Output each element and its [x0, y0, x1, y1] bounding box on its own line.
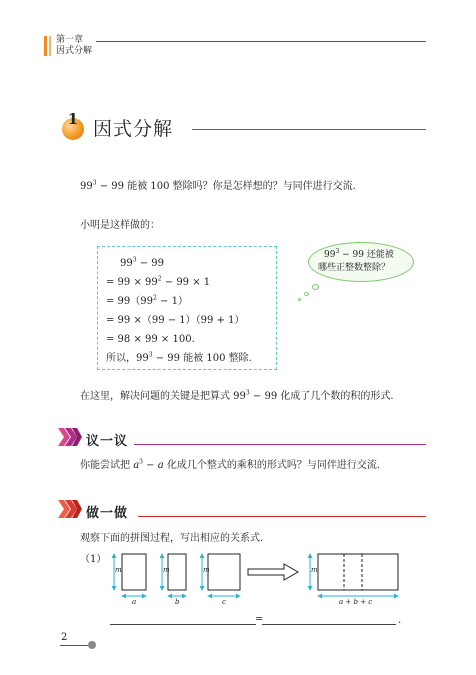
- intro-question: $99^3 - 99$ 能被 100 整除吗？你是怎样想的？与同伴进行交流.: [80, 179, 356, 192]
- discuss-text: 你能尝试把 $a^3 - a$ 化成几个整式的乘积的形式吗？与同伴进行交流.: [80, 458, 381, 471]
- answer-blank-left[interactable]: [110, 624, 256, 625]
- footer-dot-icon: [88, 641, 96, 649]
- thought-bubble-dot: [298, 298, 301, 301]
- chapter-title: 因式分解: [56, 46, 93, 56]
- label-m: m: [163, 566, 170, 574]
- chevron-icon: [58, 428, 82, 446]
- label-sum: a + b + c: [339, 598, 373, 606]
- section-number: 1: [67, 110, 79, 128]
- work-line-5: = 98 × 99 × 100.: [106, 334, 195, 345]
- rect-a: [122, 554, 146, 590]
- work-line-4: = 99 ×（99 − 1）（99 + 1）: [106, 315, 245, 326]
- footer-rule: [60, 645, 88, 646]
- conclusion-text: 在这里，解决问题的关键是把算式 $99^3 - 99$ 化成了几个数的积的形式.: [80, 389, 394, 402]
- label-m: m: [311, 566, 318, 574]
- label-c: c: [222, 598, 226, 606]
- doit-label: 做一做: [86, 506, 129, 521]
- rect-b: [168, 554, 186, 590]
- label-m: m: [203, 566, 210, 574]
- item-number: （1）: [80, 554, 107, 565]
- work-line-6: 所以，$99^3 - 99$ 能被 100 整除.: [106, 351, 252, 364]
- header-accent-bar: [44, 36, 47, 56]
- work-line-1: $99^3 - 99$: [120, 256, 165, 269]
- thought-bubble-dot: [304, 292, 309, 296]
- doit-rule: [138, 516, 426, 517]
- chapter-number: 第一章: [56, 35, 84, 45]
- thought-line-2: 哪些正整数整除？: [318, 263, 391, 273]
- work-line-3: = $99(99^2 - 1)$: [106, 294, 188, 307]
- xiaoming-text: 小明是这样做的：: [80, 220, 160, 231]
- thought-bubble-dot: [312, 284, 319, 290]
- doit-instruction: 观察下面的拼图过程，写出相应的关系式.: [80, 533, 264, 544]
- equals-sign: =: [255, 614, 264, 625]
- discuss-label: 议一议: [86, 434, 129, 449]
- work-line-2: = $99 \times 99^2 - 99 \times 1$: [106, 275, 211, 288]
- header-accent-bar-light: [49, 36, 51, 56]
- header-rule: [96, 41, 426, 42]
- thought-line-1: $99^3 - 99$ 还能被: [324, 248, 394, 260]
- chevron-icon: [58, 500, 82, 518]
- label-b: b: [175, 598, 180, 606]
- section-title: 因式分解: [93, 118, 174, 140]
- rect-c: [208, 554, 240, 590]
- rect-combined: [318, 554, 398, 590]
- label-a: a: [132, 598, 137, 606]
- page-number: 2: [61, 632, 68, 643]
- label-m: m: [115, 566, 122, 574]
- discuss-rule: [134, 444, 426, 445]
- answer-blank-right[interactable]: [262, 624, 396, 625]
- section-title-rule: [192, 129, 426, 130]
- answer-period: .: [398, 615, 402, 626]
